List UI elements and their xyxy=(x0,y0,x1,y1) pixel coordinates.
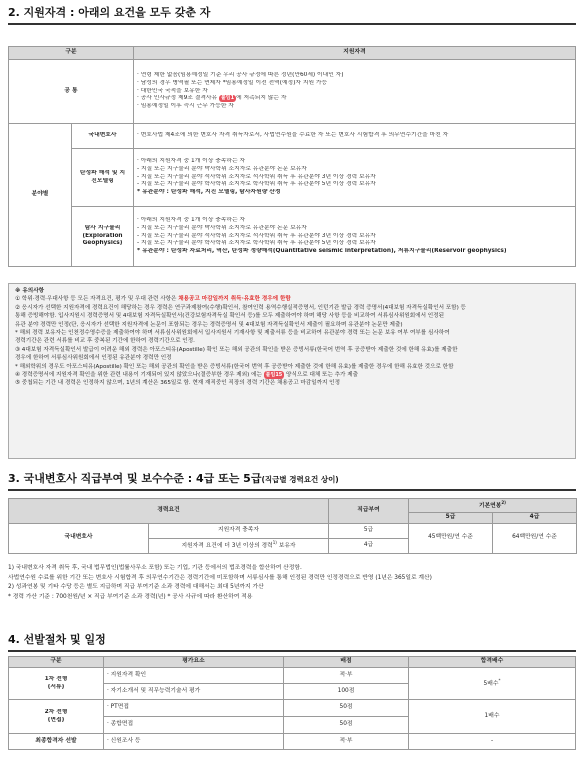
note-line: * 해외학위의 경우도 아포스티유(Apostille) 확인 또는 해외 공관의 확인을 받은 증빙서류(한국어 번역 후 공증받아 제출한 것에 한해 유효)를 제출한 경우에 한해 유효한 것으로 한함 xyxy=(15,363,454,370)
salary-grade5: 45백만원/연 수준 xyxy=(409,523,493,553)
stage2-label: 2차 전형 (면접) xyxy=(9,700,104,734)
grade-4-value: 4급 xyxy=(329,538,409,553)
stage1-item: · 자기소개서 및 직무능력기술서 평가 xyxy=(104,684,284,700)
note-line: ③ 4대보험 자격득실확인서 발급이 어려운 해외 경력은 아포스티유(Apostille) 확인 또는 해외 공관의 확인을 받은 증빙서류(한국어 번역 후 공증받아 제출한 것에 한해 유효)를 제출한 xyxy=(15,346,458,353)
common-line: · 대한민국 국적을 보유한 자 xyxy=(137,87,208,94)
note-line: * 해외 경력 보유자는 인천정수영수증을 제출하여야 하며 서류심사위원회에서 입사지원서 기재사항 및 제출서류 등을 비교하여 유관분야 경력 또는 논문 보유 여부 여부를 심사하여 xyxy=(15,330,450,337)
common-line: · 임용예정일 이후 즉시 근무 가능한 자 xyxy=(137,103,234,110)
note-line: 통해 증빙해야함. 입사지원시 경력증명서 및 4대보험 자격득실확인서(건강보험자격득실 확인서 등)를 모두 제출하여야 하며 해당 사항 등을 비교하여 서류심사위원회에서 인정된 xyxy=(15,313,444,320)
header-evaluation: 평가요소 xyxy=(104,657,284,668)
note-item-4: ④ 경력증명서에 지원자격 확인을 위한 관련 내용이 기재되어 있지 않았으나(결증부한 경우 제외) 에는 붙임15 양식으로 대체 또는 추가 제출 xyxy=(15,372,359,379)
header-career-requirement: 경력요건 xyxy=(9,499,329,524)
salary-grade4: 64백만원/연 수준 xyxy=(493,523,577,553)
selection-procedure-table xyxy=(8,656,576,750)
header-division: 구분 xyxy=(9,47,134,60)
final-stage-item: · 신원조사 등 xyxy=(104,734,284,750)
section3-rule xyxy=(8,489,576,491)
field-geophysics-label: 탐사 지구물리 (Exploration Geophysics) xyxy=(72,207,134,267)
section4-rule xyxy=(8,650,576,652)
related-fields-note: * 유관분야 : 탄성파 해석, 지진 모델링, 탐사자원량 산정 xyxy=(137,189,281,196)
requirement-qualified: 지원자격 충족자 xyxy=(149,523,329,538)
stage2-item: · 종합면접 xyxy=(104,717,284,734)
section3-title: 3. 국내변호사 직급부여 및 보수수준 : 4급 또는 5급(직급별 경력요건 상이) xyxy=(8,472,339,485)
field-geophysics-requirements: · 아래의 지원자격 중 1개 이상 충족하는 자 - 지질 또는 지구물리 분야 박사학위 소지자로 유관분야 논문 보유자 - 지질 또는 지구물리 분야 석사학위 소지자로 석사학위 취득 후 유관분야 3년 이상 경력 보유자 - 지질 또는 지구물리 분야 학사학위 소지자로 학사학위 취득 후 유관분야 5년 이상 경력 보유자 * 유관분야 : 탄성파 자료처리, 역산, 탄성파 정량해석(Quantitative seismic interpretation), 저류지구물리(Reservoir geophysics) xyxy=(134,207,576,267)
field-seismic-label: 탄성파 해석 및 지 진모델링 xyxy=(72,149,134,207)
field-label: 분야별 xyxy=(9,124,72,267)
note-line: 유관 분야 경력만 인정(단, 응시자가 선택한 지원자격에 논문이 포함되는 경우는 경력증명서 및 4대보험 자격득실확인서 제출이 필요하며 유관분야 논문만 제출) xyxy=(15,321,403,328)
footnote-line: 사법연수원 수료를 위한 기간 또는 변호사 시험합격 후 의무연수기간은 경력기간에 미포함하며 서류심사를 통해 인정된 경력만 인정경력으로 반영 (1년은 365일로 계산) xyxy=(8,574,432,581)
stage2-multiple: 1배수 xyxy=(409,700,576,734)
final-stage-multiple: - xyxy=(409,734,576,750)
footnote-line: 2) 성과연봉 및 기타 수당 등은 별도 지급하며 직급 부여기준 소과 경력에 대해서는 최대 5년까지 가산 xyxy=(8,584,264,590)
header-grade4: 4급 xyxy=(493,512,577,523)
section4-title: 4. 선발절차 및 일정 xyxy=(8,633,106,646)
header-qualification: 지원자격 xyxy=(134,47,576,60)
related-fields-note: * 유관분야 : 탄성파 자료처리, 역산, 탄성파 정량해석(Quantitative seismic interpretation), 저류지구물리(Reservoir geophysics) xyxy=(137,248,507,255)
note-line: 경력기간은 관련 서류를 비교 후 중복된 기간에 한하여 경력기간으로 인정. xyxy=(15,338,195,345)
requirement-3years: 지원자격 요건에 더 3년 이상의 경력$^{1)}$ 보유자 xyxy=(149,538,329,553)
stage2-score: 50점 xyxy=(284,717,409,734)
section2-rule xyxy=(8,23,576,25)
common-requirements xyxy=(134,60,576,124)
section2-title: 2. 지원자격 : 아래의 요건을 모두 갖춘 자 xyxy=(8,6,211,19)
common-line: · 연령 제한 없음(임용예정일 기준 우리 공사 규정에 따른 정년(만60세) 이내인 자) xyxy=(137,71,344,78)
caution-heading: ※ 유의사항 xyxy=(15,288,44,294)
header-multiple: 합격배수 xyxy=(409,657,576,668)
grade-5-value: 5급 xyxy=(329,523,409,538)
qualification-table xyxy=(8,46,576,267)
field-lawyer-requirements: · 변호사법 제4조에 의한 변호사 자격 취득자로서, 사법연수원을 수료한 자 또는 변호사 시험합격 후 의무연수기간을 마친 자 xyxy=(134,124,576,149)
lawyer-row-label: 국내변호사 xyxy=(9,523,149,553)
final-stage-label: 최종합격자 선발 xyxy=(9,734,104,750)
stage1-label: 1차 전형 (서류) xyxy=(9,668,104,700)
attachment1-badge[interactable]: 붙임1 xyxy=(220,95,235,102)
header-grade5: 5급 xyxy=(409,512,493,523)
footnote-line: 1) 국내변호사 자격 취득 후, 국내 법무법인(법률사무소 포함) 또는 기업, 기관 등에서의 법조경력을 합산하여 산정함. xyxy=(8,565,302,571)
grade-salary-table xyxy=(8,498,577,554)
common-label: 공 통 xyxy=(9,60,134,124)
header-score: 배점 xyxy=(284,657,409,668)
header-stage: 구분 xyxy=(9,657,104,668)
attachment15-badge[interactable]: 붙임15 xyxy=(265,372,283,379)
stage2-score: 50점 xyxy=(284,700,409,717)
stage1-score: 적·부 xyxy=(284,668,409,684)
common-line: · 남성의 경우 병역필 또는 면제자 *임용예정일 이전 전역(예정)자 지원 가능 xyxy=(137,79,328,86)
header-salary: 기본연봉$^{2)}$ xyxy=(409,499,577,513)
stage1-multiple: 5배수* xyxy=(409,668,576,700)
footnote-line: * 경력 가산 기준 : 700천원/년 × 직급 부여기준 소과 경력(년) * 공사 사규에 따라 환산하여 적용 xyxy=(8,593,253,600)
header-grade: 직급부여 xyxy=(329,499,409,524)
stage1-item: · 지원자격 확인 xyxy=(104,668,284,684)
note-line: ② 응시자가 선택한 지원자격에 경력요건이 해당하는 경우 경력은 연구과제참여(수행)확인서, 참여인력 용역수행실적증명서, 인턴기관 발급 경력 증명서(4대보험 자격득실확인서 포함) 등 xyxy=(15,304,466,311)
final-stage-score: 적·부 xyxy=(284,734,409,750)
field-seismic-requirements: · 아래의 지원자격 중 1개 이상 충족하는 자 - 지질 또는 지구물리 분야 박사학위 소지자로 유관분야 논문 보유자 - 지질 또는 지구물리 분야 석사학위 소지자로 석사학위 취득 후 유관분야 3년 이상 경력 보유자 - 지질 또는 지구물리 분야 학사학위 소지자로 학사학위 취득 후 유관분야 5년 이상 경력 보유자 * 유관분야 : 탄성파 해석, 지진 모델링, 탐사자원량 산정 xyxy=(134,149,576,207)
stage2-item: · PT면접 xyxy=(104,700,284,717)
caution-notes-box xyxy=(8,283,576,459)
section3-footnotes xyxy=(8,564,578,602)
note-item-5: ⑤ 중첩되는 기간 내 경력은 인정하지 않으며, 1년의 계산은 365일로 함. 현재 재직중인 직장의 경력 기간은 채용공고 마감일까지 인정 xyxy=(15,380,340,387)
common-line-disqualification: · 공사 인사규정 제9조 결격사유 붙임1 에 저촉되지 않는 자 xyxy=(137,95,287,102)
stage1-score: 100점 xyxy=(284,684,409,700)
note-item-1: ① 학위·경력·우대사항 등 모든 자격요건, 평가 및 우대 관련 사항은 채용공고 마감일까지 취득·유효한 경우에 한함 xyxy=(15,296,291,303)
field-lawyer-label: 국내변호사 xyxy=(72,124,134,149)
note-line: 경우에 한하여 서류심사위원회에서 인정된 유관분야 경력만 인정 xyxy=(15,355,172,362)
